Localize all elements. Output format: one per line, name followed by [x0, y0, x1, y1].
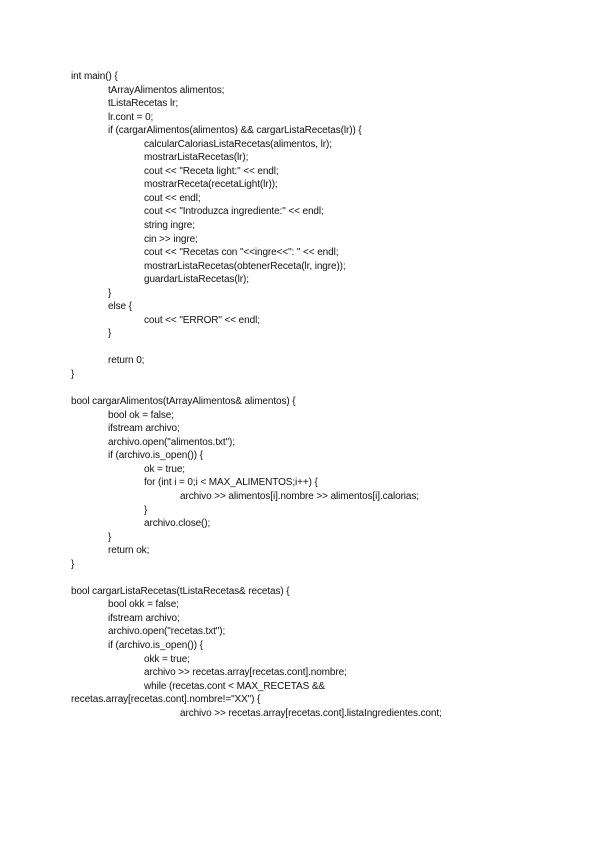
code-line: mostrarReceta(recetaLight(lr));	[144, 179, 278, 191]
code-line: recetas.array[recetas.cont].nombre!="XX") {	[71, 694, 261, 706]
code-line: bool okk = false;	[108, 599, 179, 611]
code-line: archivo.open("alimentos.txt");	[108, 436, 235, 448]
code-line: cout << endl;	[144, 192, 201, 204]
code-line: calcularCaloriasListaRecetas(alimentos, lr);	[144, 138, 332, 150]
code-line: guardarListaRecetas(lr);	[144, 274, 249, 286]
code-line: bool cargarAlimentos(tArrayAlimentos& alimentos) {	[71, 396, 296, 408]
code-line: tListaRecetas lr;	[108, 98, 178, 110]
code-line: int main() {	[71, 71, 118, 82]
code-line: tArrayAlimentos alimentos;	[108, 84, 225, 96]
code-line: }	[108, 531, 112, 543]
code-line: mostrarListaRecetas(lr);	[144, 152, 249, 164]
code-line: cout << "Introduzca ingrediente:" << endl;	[144, 206, 324, 218]
code-line: else {	[108, 301, 132, 313]
code-line: if (cargarAlimentos(alimentos) && cargarListaRecetas(lr)) {	[108, 125, 362, 137]
code-line: if (archivo.is_open()) {	[108, 639, 203, 651]
code-listing	[71, 70, 591, 720]
code-line: archivo.open("recetas.txt");	[108, 626, 226, 638]
code-line: archivo >> recetas.array[recetas.cont].listaIngredientes.cont;	[180, 707, 442, 719]
code-line: }	[108, 287, 112, 299]
code-line: cout << "ERROR" << endl;	[144, 314, 260, 326]
code-line: archivo >> alimentos[i].nombre >> alimentos[i].calorias;	[180, 490, 419, 502]
code-line: okk = true;	[144, 653, 190, 665]
code-line: if (archivo.is_open()) {	[108, 450, 203, 462]
code-line: lr.cont = 0;	[108, 111, 154, 123]
code-line: mostrarListaRecetas(obtenerReceta(lr, ingre));	[144, 260, 346, 272]
code-line	[71, 382, 591, 396]
code-line: cout << "Receta light:" << endl;	[144, 165, 279, 177]
code-line: return ok;	[108, 545, 150, 557]
code-line: ok = true;	[144, 463, 185, 475]
code-line: }	[71, 558, 75, 570]
code-line: }	[71, 369, 75, 381]
code-line: }	[108, 328, 112, 340]
code-line: while (recetas.cont < MAX_RECETAS &&	[144, 680, 326, 692]
code-line: bool ok = false;	[108, 409, 174, 421]
code-line: bool cargarListaRecetas(tListaRecetas& recetas) {	[71, 585, 290, 597]
code-line: archivo >> recetas.array[recetas.cont].nombre;	[144, 667, 347, 679]
code-line: }	[144, 504, 148, 516]
code-line: cin >> ingre;	[144, 233, 198, 245]
code-line: string ingre;	[144, 220, 195, 232]
code-line: archivo.close();	[144, 518, 211, 530]
code-line: ifstream archivo;	[108, 612, 180, 624]
code-line: cout << "Recetas con "<<ingre<<": " << endl;	[144, 247, 339, 259]
code-line: for (int i = 0;i < MAX_ALIMENTOS;i++) {	[144, 477, 318, 489]
code-line	[71, 341, 591, 355]
code-line: ifstream archivo;	[108, 423, 180, 435]
code-line	[71, 571, 591, 585]
code-line: return 0;	[108, 355, 145, 367]
